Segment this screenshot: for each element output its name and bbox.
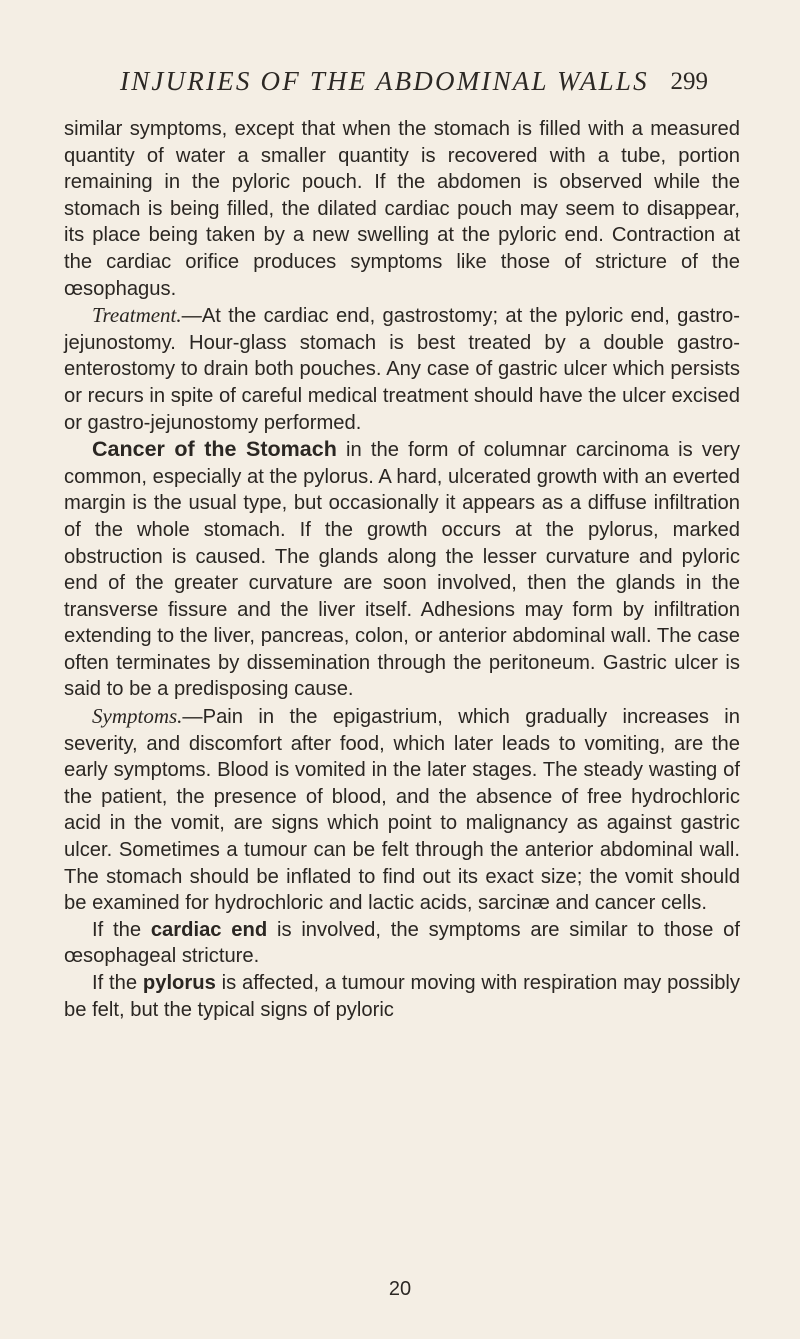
running-title: INJURIES OF THE ABDOMINAL WALLS	[120, 66, 649, 96]
paragraph-text: in the form of columnar carcinoma is very common, especially at the pylorus. A hard, ulcerated growth with an everted margin is the usual type, but occasionally it appears as a diffuse infiltration of the whole stomach. If the growth occurs at the pylorus, marked obstruction is caused. The glands along the lesser curvature and pyloric end of the greater curvature are soon involved, then the glands in the transverse fissure and the liver itself. Adhesions may form by infiltration extending to the liver, pancreas, colon, or anterior abdominal wall. The case often terminates by dissemination through the peritoneum. Gastric ulcer is said to be a predisposing cause.	[64, 439, 740, 701]
paragraph-pylorus	[64, 970, 740, 1023]
section-lead-treatment: Treatment.	[92, 303, 182, 328]
paragraph-text: is involved, the symptoms are similar to those of œsophageal stricture.	[64, 918, 740, 968]
signature-mark: 20	[388, 1278, 412, 1300]
emphasis-pylorus: pylorus	[142, 972, 216, 994]
paragraph-text: —Pain in the epigastrium, which gradually increases in severity, and discomfort after food, which later leads to vomiting, are the early symptoms. Blood is vomited in the later stages. The steady wasting of the patient, the presence of blood, and the absence of free hydrochloric acid in the vomit, are signs which point to malignancy as against gastric ulcer. Sometimes a tumour can be felt through the anterior abdominal wall. The stomach should be inflated to find out its exact size; the vomit should be examined for hydrochloric and lactic acids, sarcinæ and cancer cells.	[64, 706, 740, 915]
emphasis-cardiac-end: cardiac end	[150, 918, 268, 941]
section-heading-cancer-of-stomach: Cancer of the Stomach	[92, 437, 337, 462]
body-text	[64, 116, 740, 1023]
paragraph-treatment	[64, 302, 740, 436]
section-lead-symptoms: Symptoms.	[92, 704, 183, 729]
paragraph-symptoms	[64, 703, 740, 917]
paragraph-continuation	[64, 116, 740, 302]
paragraph-prefix: If the	[92, 972, 143, 994]
paragraph-text: —At the cardiac end, gastrostomy; at the pyloric end, gastro-jejunostomy. Hour-glass stomach is best treated by a double gastro-enterostomy to drain both pouches. Any case of gastric ulcer which persists or recurs in spite of careful medical treatment should have the ulcer excised or gastro-jejunostomy performed.	[64, 305, 740, 434]
page-header	[120, 66, 708, 106]
page-number: 299	[670, 68, 708, 95]
paragraph-prefix: If the	[92, 918, 151, 941]
paragraph-cardiac-end	[64, 917, 740, 970]
paragraph-cancer	[64, 436, 740, 703]
paragraph-text: similar symptoms, except that when the stomach is filled with a measured quantity of water a smaller quantity is recovered with a tube, portion remaining in the pyloric pouch. If the abdomen is observed while the stomach is being filled, the dilated cardiac pouch may seem to disappear, its place being taken by a new swelling at the pyloric end. Contraction at the cardiac orifice produces symptoms like those of stricture of the œsophagus.	[64, 118, 740, 300]
paragraph-text: is affected, a tumour moving with respiration may possibly be felt, but the typical signs of pyloric	[64, 972, 741, 1021]
